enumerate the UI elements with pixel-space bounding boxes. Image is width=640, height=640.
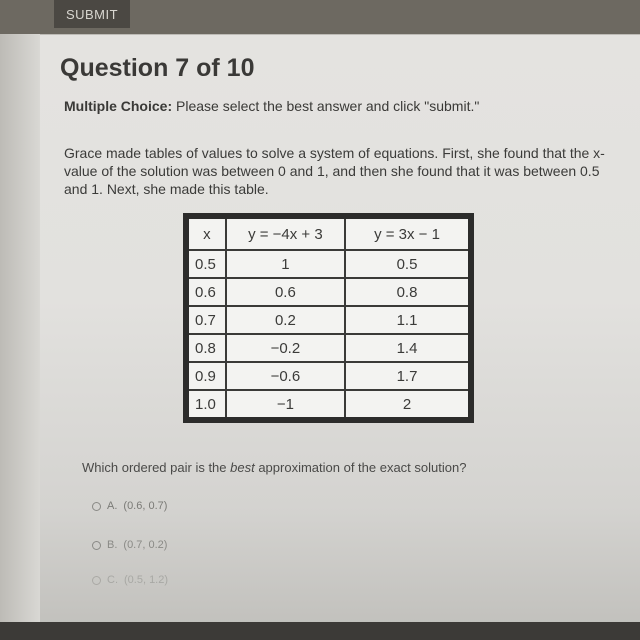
ask-text-before: Which ordered pair is the [82,460,231,475]
table-cell-y2: 1.1 [345,306,471,334]
table-cell-y2: 0.5 [345,250,471,278]
table-cell-y2: 0.8 [345,278,471,306]
instruction-prefix: Multiple Choice: [64,98,173,114]
values-table [183,213,474,423]
answer-option-a[interactable] [92,500,167,512]
question-ask [82,460,466,475]
table-cell-x: 1.0 [186,390,226,420]
radio-c[interactable] [92,576,101,585]
table-header-x: x [186,216,226,250]
table-cell-x: 0.9 [186,362,226,390]
table-cell-y1: 0.2 [226,306,345,334]
question-title: Question 7 of 10 [60,54,255,82]
table-cell-x: 0.8 [186,334,226,362]
ask-text-after: approximation of the exact solution? [254,460,467,475]
table-cell-y2: 2 [345,390,471,420]
panel-divider [0,34,640,35]
table-header-row [186,216,471,250]
answer-option-c[interactable] [92,574,168,586]
table-cell-y1: 0.6 [226,278,345,306]
answer-option-b[interactable] [92,539,167,551]
option-letter: A. [107,500,118,512]
table-cell-y1: 1 [226,250,345,278]
table-row [186,306,471,334]
table-row [186,334,471,362]
table-cell-y2: 1.7 [345,362,471,390]
table-row [186,390,471,420]
radio-b[interactable] [92,541,101,550]
option-text: (0.7, 0.2) [123,539,168,551]
question-prompt: Grace made tables of values to solve a system of equations. First, she found that the x-value of the solution was between 0 and 1, and then she found that it was between 0.5 and 1. Next, she made this table. [64,145,605,197]
table-cell-y2: 1.4 [345,334,471,362]
table-cell-y1: −0.6 [226,362,345,390]
submit-button[interactable]: SUBMIT [54,0,130,28]
table-header-line1: y = −4x + 3 [226,216,345,250]
table-cell-x: 0.6 [186,278,226,306]
option-text: (0.5, 1.2) [124,574,169,586]
instruction [64,98,479,114]
instruction-text: Please select the best answer and click "submit." [176,98,480,114]
radio-a[interactable] [92,502,101,511]
table-cell-y1: −1 [226,390,345,420]
ask-emphasis: best [230,460,255,475]
option-letter: C. [107,574,118,586]
table-cell-x: 0.7 [186,306,226,334]
option-text: (0.6, 0.7) [123,500,168,512]
table-cell-x: 0.5 [186,250,226,278]
left-shadow [0,34,40,624]
table-cell-y1: −0.2 [226,334,345,362]
option-letter: B. [107,539,118,551]
table-row [186,362,471,390]
table-row [186,250,471,278]
bottom-edge [0,622,640,640]
table-row [186,278,471,306]
table-header-line2: y = 3x − 1 [345,216,471,250]
